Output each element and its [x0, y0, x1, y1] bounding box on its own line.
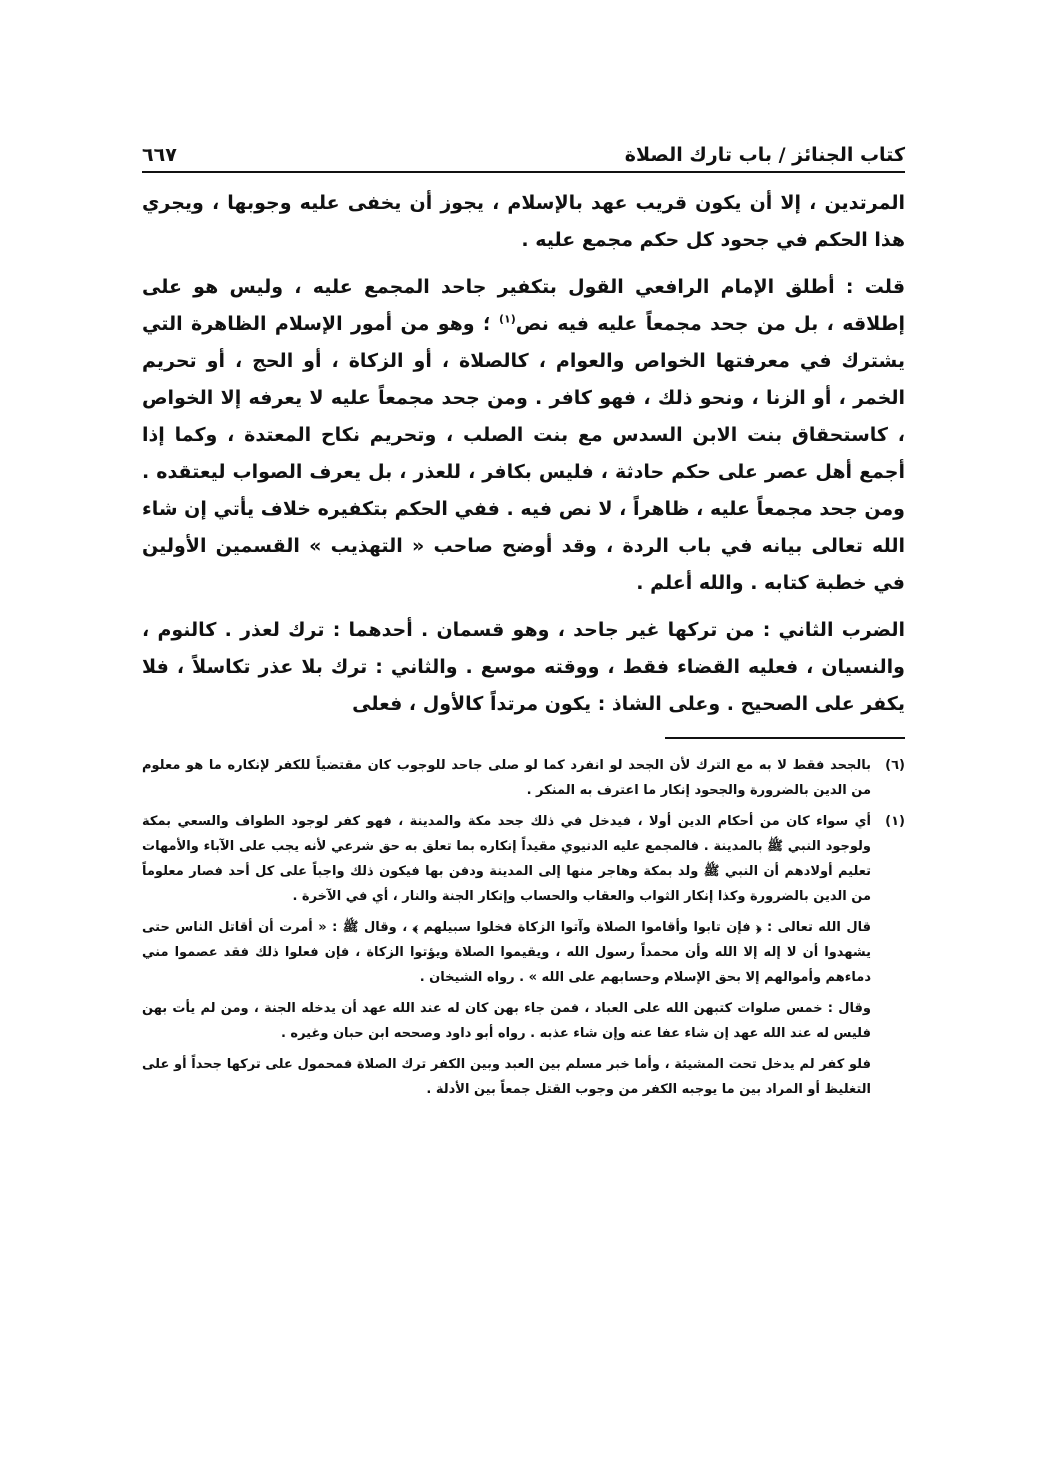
footnotes [142, 753, 905, 1102]
paragraph-1: المرتدين ، إلا أن يكون قريب عهد بالإسلام ، يجوز أن يخفى عليه وجوبها ، ويجري هذا الحكم في جحود كل حكم مجمع عليه . [142, 192, 905, 251]
footnote-1-text: أي سواء كان من أحكام الدين أولا ، فيدخل في ذلك جحد مكة والمدينة ، فهو كفر لوجود الطواف والسعي بمكة ولوجود النبي ﷺ بالمدينة . فالمجمع عليه الدنيوي مقيداً إنكاره بما تعلق به حق شرعي لأنه يجب على الآباء والأمهات تعليم أولادهم أن النبي ﷺ ولد بمكة وهاجر منها إلى المدينة ودفن بها فيكون ذلك واجباً على كل أحد فصار معلوماً من الدين بالضرورة وكذا إنكار الثواب والعقاب والحساب وإنكار الجنة والنار ، أي في الآخرة . [142, 814, 871, 904]
page-header [142, 126, 905, 166]
footnote-1-number: (١) [885, 814, 905, 829]
footnote-ref-1: (١) [498, 312, 516, 326]
footnote-1-paragraph-2: قال الله تعالى : ﴿ فإن تابوا وأقاموا الصلاة وآتوا الزكاة فخلوا سبيلهم ﴾ ، وقال ﷺ : « أمرت أن أقاتل الناس حتى يشهدوا أن لا إله إلا الله وأن محمداً رسول الله ، ويقيموا الصلاة ويؤتوا الزكاة ، فإن فعلوا ذلك فقد عصموا مني دماءهم وأموالهم إلا بحق الإسلام وحسابهم على الله » . رواه الشيخان . [142, 920, 871, 985]
footnote-1-paragraph-4: فلو كفر لم يدخل تحت المشيئة ، وأما خبر مسلم بين العبد وبين الكفر ترك الصلاة فمحمول على تركها جحداً أو على التغليظ أو المراد بين ما يوجبه الكفر من وجوب القتل جمعاً بين الأدلة . [142, 1057, 871, 1097]
footnote-1-paragraph-3: وقال : خمس صلوات كتبهن الله على العباد ، فمن جاء بهن كان له عند الله عهد أن يدخله الجنة ، ومن لم يأت بهن فليس له عند الله عهد إن شاء عفا عنه وإن شاء عذبه . رواه أبو داود وصححه ابن حبان وغيره . [142, 1001, 871, 1041]
paragraph-2-lead: قلت : [845, 276, 906, 298]
paragraph-3 [142, 612, 905, 723]
footnote-6-text: بالجحد فقط لا به مع الترك لأن الجحد لو انفرد كما لو صلى جاحد للوجوب كان مقتضياً للكفر لإنكاره ما هو معلوم من الدين بالضرورة والجحود إنكار ما اعترف به المنكر . [142, 758, 871, 798]
footnote-1 [142, 809, 905, 909]
paragraph-2 [142, 269, 905, 602]
footnote-6 [142, 753, 905, 803]
paragraph-3-text: من تركها غير جاحد ، وهو قسمان . أحدهما : ترك لعذر . كالنوم ، والنسيان ، فعليه القضاء فقط ، ووقته موسع . والثاني : ترك بلا عذر تكاسلاً ، فلا يكفر على الصحيح . وعلى الشاذ : يكون مرتداً كالأول ، فعلى [142, 619, 905, 715]
main-text [142, 185, 905, 723]
header-rule [142, 171, 905, 173]
page-number: ٦٦٧ [142, 144, 177, 166]
book-page [142, 126, 905, 1108]
running-title: كتاب الجنائز / باب تارك الصلاة [624, 144, 905, 166]
paragraph-2-text-b: ؛ وهو من أمور الإسلام الظاهرة التي يشترك في معرفتها الخواص والعوام ، كالصلاة ، أو الزكاة ، أو الحج ، أو تحريم الخمر ، أو الزنا ، ونحو ذلك ، فهو كافر . ومن جحد مجمعاً عليه لا يعرفه إلا الخواص ، كاستحقاق بنت الابن السدس مع بنت الصلب ، وتحريم نكاح المعتدة ، وكما إذا أجمع أهل عصر على حكم حادثة ، فليس بكافر ، للعذر ، بل يعرف الصواب ليعتقده . ومن جحد مجمعاً عليه ، ظاهراً ، لا نص فيه . ففي الحكم بتكفيره خلاف يأتي إن شاء الله تعالى بيانه في باب الردة ، وقد أوضح صاحب « التهذيب » القسمين الأولين في خطبة كتابه . والله أعلم . [142, 313, 905, 594]
footnote-6-number: (٦) [885, 758, 905, 773]
paragraph-2-text-a: أطلق الإمام الرافعي القول بتكفير جاحد المجمع عليه ، وليس هو على إطلاقه ، بل من جحد مجمعاً عليه فيه نص [142, 276, 905, 335]
paragraph-3-lead: الضرب الثاني : [762, 619, 905, 641]
footnote-rule [665, 737, 905, 739]
